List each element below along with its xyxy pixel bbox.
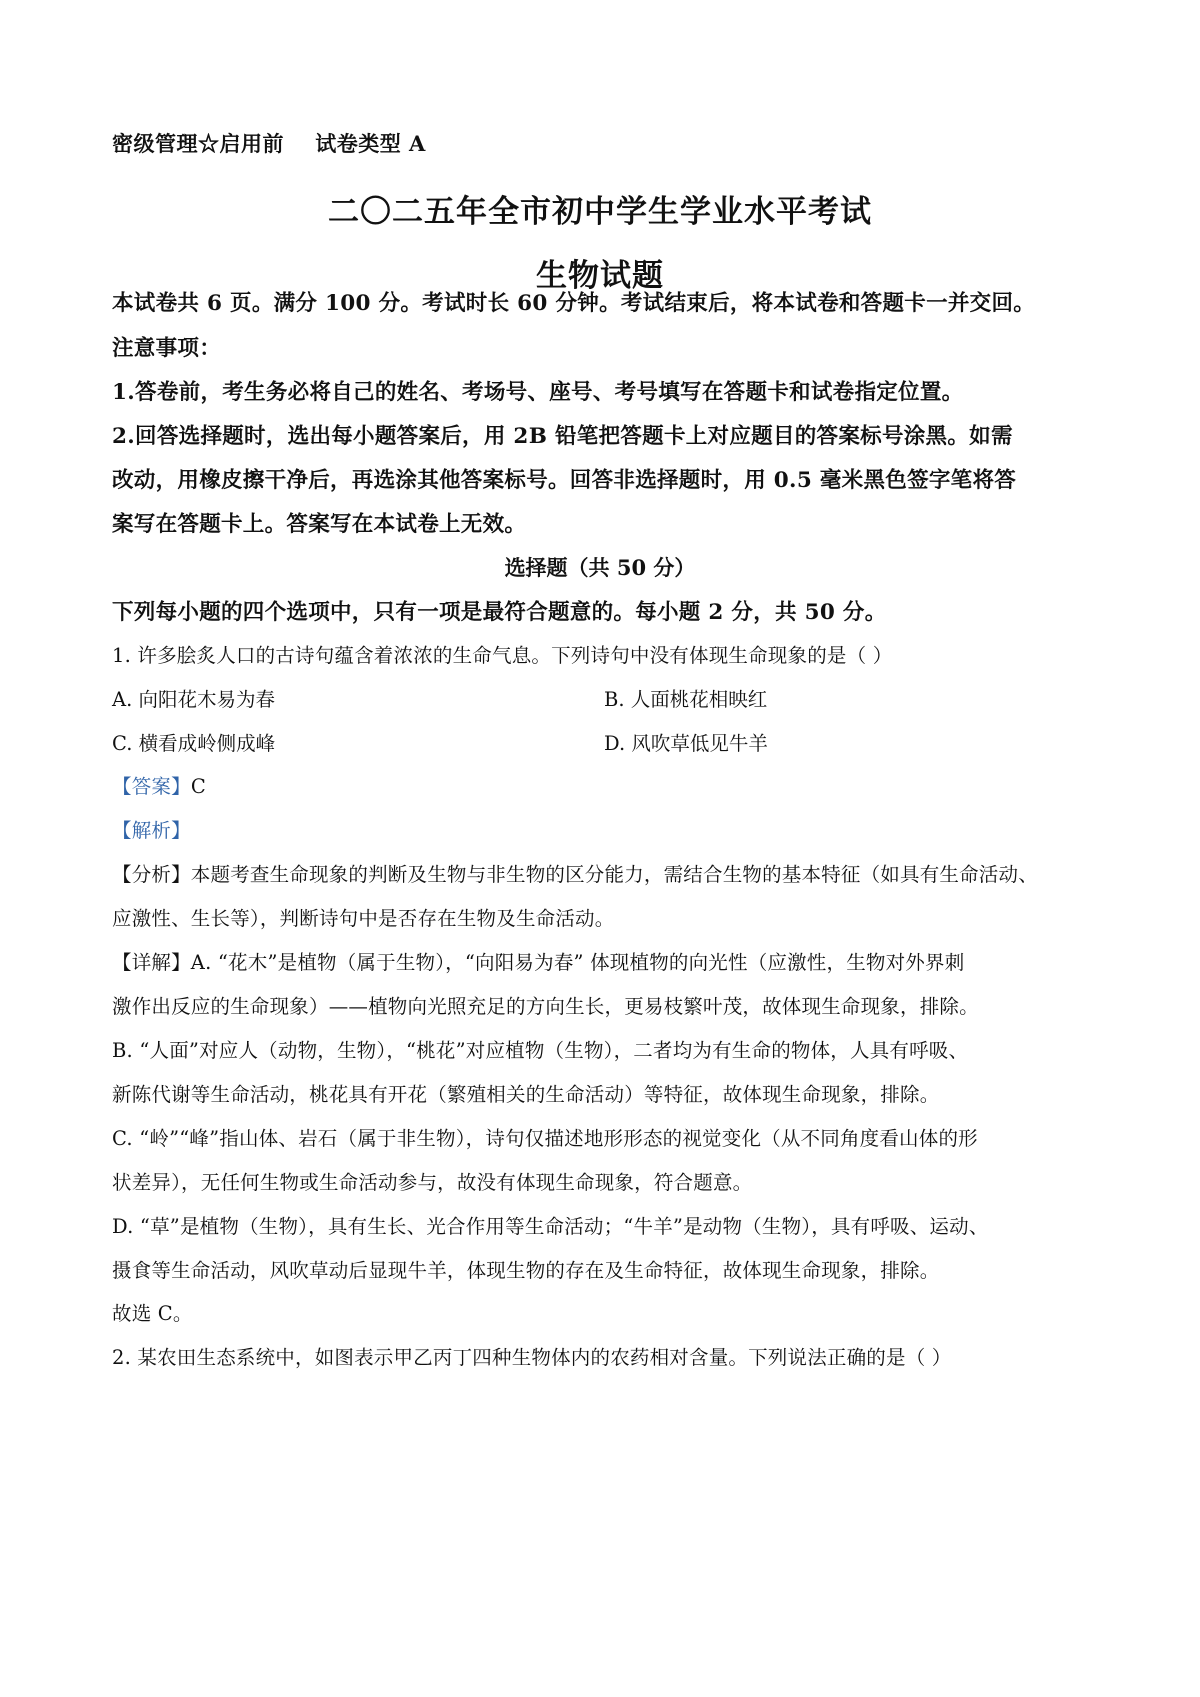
notice-item-2-line-3: 案写在答题卡上。答案写在本试卷上无效。 <box>112 512 527 537</box>
exam-title: 二〇二五年全市初中学生学业水平考试 <box>328 194 872 230</box>
answer-label: 【答案】 <box>112 775 191 798</box>
notice-item-2-line-2: 改动，用橡皮擦干净后，再选涂其他答案标号。回答非选择题时，用 0.5 毫米黑色签字笔将答 <box>112 468 1017 493</box>
question-1-stem: 1. 许多脍炙人口的古诗句蕴含着浓浓的生命气息。下列诗句中没有体现生命现象的是（ ） <box>112 644 893 667</box>
explanation-d-line-2: 摄食等生命活动，风吹草动后显现牛羊，体现生物的存在及生命特征，故体现生命现象，排除。 <box>112 1259 940 1282</box>
question-1-option-c: C. 横看成岭侧成峰 <box>112 732 276 755</box>
confidentiality-line: 密级管理☆启用前 试卷类型 A <box>112 131 426 156</box>
explanation-c-line-2: 状差异），无任何生物或生命活动参与，故没有体现生命现象，符合题意。 <box>112 1171 753 1194</box>
explanation-b-line-1: B. “人面”对应人（动物，生物），“桃花”对应植物（生物），二者均为有生命的物体，人具有呼吸、 <box>112 1039 969 1062</box>
question-1-option-d: D. 风吹草低见牛羊 <box>604 732 768 755</box>
question-1-option-b: B. 人面桃花相映红 <box>604 688 768 711</box>
fenxi-line-1: 【分析】本题考查生命现象的判断及生物与非生物的区分能力，需结合生物的基本特征（如具有生命活动、 <box>112 863 1038 886</box>
answer-value: C <box>190 775 206 798</box>
explanation-b-line-2: 新陈代谢等生命活动，桃花具有开花（繁殖相关的生命活动）等特征，故体现生命现象，排除。 <box>112 1083 940 1106</box>
section-heading: 选择题（共 50 分） <box>504 555 696 580</box>
notice-item-1: 1.答卷前，考生务必将自己的姓名、考场号、座号、考号填写在答题卡和试卷指定位置。 <box>112 380 964 405</box>
subject-title: 生物试题 <box>536 258 664 294</box>
fenxi-line-2: 应激性、生长等），判断诗句中是否存在生物及生命活动。 <box>112 907 615 930</box>
question-2-stem: 2. 某农田生态系统中，如图表示甲乙丙丁四种生物体内的农药相对含量。下列说法正确的是（ ） <box>112 1346 952 1369</box>
answer-line <box>112 771 206 799</box>
xiangjie-a-line-1: 【详解】A. “花木”是植物（属于生物），“向阳易为春” 体现植物的向光性（应激性，生物对外界刺 <box>112 951 965 974</box>
question-1-option-a: A. 向阳花木易为春 <box>112 688 275 711</box>
explanation-c-line-1: C. “岭”“峰”指山体、岩石（属于非生物），诗句仅描述地形形态的视觉变化（从不同角度看山体的形 <box>112 1127 978 1150</box>
section-directive: 下列每小题的四个选项中，只有一项是最符合题意的。每小题 2 分，共 50 分。 <box>112 600 887 625</box>
notice-heading: 注意事项： <box>112 336 222 361</box>
explanation-d-line-1: D. “草”是植物（生物），具有生长、光合作用等生命活动；“牛羊”是动物（生物），具有呼吸、运动、 <box>112 1215 989 1238</box>
exam-intro: 本试卷共 6 页。满分 100 分。考试时长 60 分钟。考试结束后，将本试卷和答题卡一并交回。 <box>112 291 1036 316</box>
analysis-label: 【解析】 <box>112 819 191 842</box>
conclusion: 故选 C。 <box>112 1302 193 1325</box>
notice-item-2-line-1: 2.回答选择题时，选出每小题答案后，用 2B 铅笔把答题卡上对应题目的答案标号涂黑。如需 <box>112 424 1013 449</box>
xiangjie-a-line-2: 激作出反应的生命现象）——植物向光照充足的方向生长，更易枝繁叶茂，故体现生命现象，排除。 <box>112 995 979 1018</box>
